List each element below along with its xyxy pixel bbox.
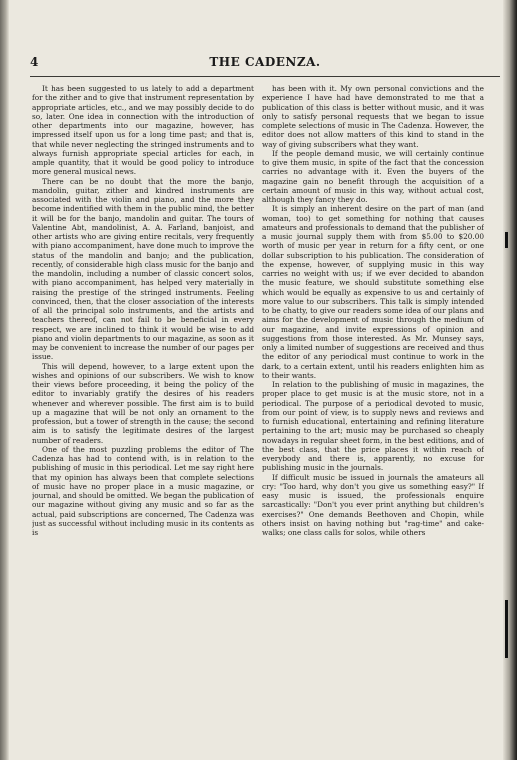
running-title: THE CADENZA. bbox=[209, 55, 321, 69]
page-header bbox=[30, 55, 500, 73]
edge-mark bbox=[505, 600, 508, 658]
paragraph: In relation to the publishing of music in magazines, the proper place to get music is at the music store, not in a periodical. The purpose of a periodical devoted to music, from our point of view, is to supply news and reviews and to furnish educational, entertaining and refining literature pertaining to the art; music may be purchased so cheaply nowadays in regular sheet form, in the best editions, and of the best class, that the price places it within reach of everybody and there is, apparently, no excuse for publishing music in the journals. bbox=[262, 380, 484, 473]
paragraph: If difficult music be issued in journals the amateurs all cry: "Too hard, why don't you give us something easy?" If easy music is issued, the professionals enquire sarcastically: "Don't you ever print anything but children's exercises?" One demands Beethoven and Chopin, while others insist on having nothing but "rag-time" and cake-walks; one class calls for solos, while others bbox=[262, 472, 484, 537]
edge-mark bbox=[505, 232, 508, 248]
page-number: 4 bbox=[30, 55, 39, 69]
binding-shadow bbox=[0, 0, 9, 760]
paragraph: has been with it. My own personal convictions and the experience I have had have demonstrated to me that a publication of this class is better without music, and it was only to satisfy personal requests that we began to issue complete selections of music in The Cadenza. However, the editor does not allow matters of this kind to stand in the way of giving subscribers what they want. bbox=[262, 84, 484, 149]
right-column bbox=[262, 84, 484, 754]
paragraph: This will depend, however, to a large extent upon the wishes and opinions of our subscribers. We wish to know their views before proceeding, it being the policy of the editor to invariably gratify the desires of his readers whenever and wherever possible. The first aim is to build up a magazine that will be not only an ornament to the profession, but a tower of strength in the cause; the second aim is to satisfy the legitimate desires of the largest number of readers. bbox=[32, 361, 254, 445]
paragraph: If the people demand music, we will certainly continue to give them music, in spite of the fact that the concession carries no advantage with it. Even the buyers of the magazine gain no benefit through the acquisition of a certain amount of music in this way, without actual cost, although they fancy they do. bbox=[262, 148, 484, 204]
paragraph: One of the most puzzling problems the editor of The Cadenza has had to contend with, is in relation to the publishing of music in this periodical. Let me say right here that my opinion has always been that complete selections of music have no proper place in a music magazine, or journal, and should be omitted. We began the publication of our magazine without giving any music and so far as the actual, paid subscriptions are concerned, The Cadenza was just as successful without including music in its contents as is bbox=[32, 444, 254, 537]
paragraph: It is simply an inherent desire on the part of man (and woman, too) to get something for nothing that causes amateurs and professionals to demand that the publisher of a music journal supply them with from $5.00 to $20.00 worth of music per year in return for a fifty cent, or one dollar subscription to his publication. The consideration of the expense, however, of supplying music in this way carries no weight with us; if we ever decided to abandon the music feature, we should substitute something else which would be equally as expensive to us and certainly of more value to our subscribers. This talk is simply intended to be chatty, to give our readers some idea of our plans and aims for the development of music through the medium of our magazine, and invite expressions of opinion and suggestions from those interested. As Mr. Munsey says, only a limited number of suggestions are received and thus the editor of any periodical must continue to work in the dark, to a certain extent, until his readers enlighten him as to their wants. bbox=[262, 204, 484, 380]
header-rule bbox=[30, 76, 500, 77]
left-column bbox=[32, 84, 254, 754]
paragraph: There can be no doubt that the more the banjo, mandolin, guitar, zither and kindred instruments are associated with the violin and piano, and the more they become indentified with them in the public mind, the better it will be for the banjo, mandolin and guitar. The tours of Valentine Abt, mandolinist, A. A. Farland, banjoist, and other artists who are giving entire recitals, very frequently with piano accompaniment, have done much to improve the status of the mandolin and banjo; and the publication, recently, of considerable high class music for the banjo and the mandolin, including a number of classic concert solos, with piano accompaniment, has helped very materially in raising the prestige of the stringed instruments. Feeling convinced, then, that the closer association of the interests of all the principal solo instruments, and the artists and teachers thereof, can not fail to be beneficial in every respect, we are inclined to think it would be wise to add piano and violin departments to our magazine, as soon as it may be convenient to increase the number of our pages per issue. bbox=[32, 176, 254, 362]
paragraph: It has been suggested to us lately to add a department for the zither and to give that instrument representation by appropriate articles, etc., and we may possibly decide to do so, later. One idea in connection with the introduction of other departments into our magazine, however, has impressed itself upon us for a long time past; and that is, that while never neglecting the stringed instruments and to always furnish appropriate special articles for each, in ample quantity, that it would be good policy to introduce more general musical news. bbox=[32, 84, 254, 177]
